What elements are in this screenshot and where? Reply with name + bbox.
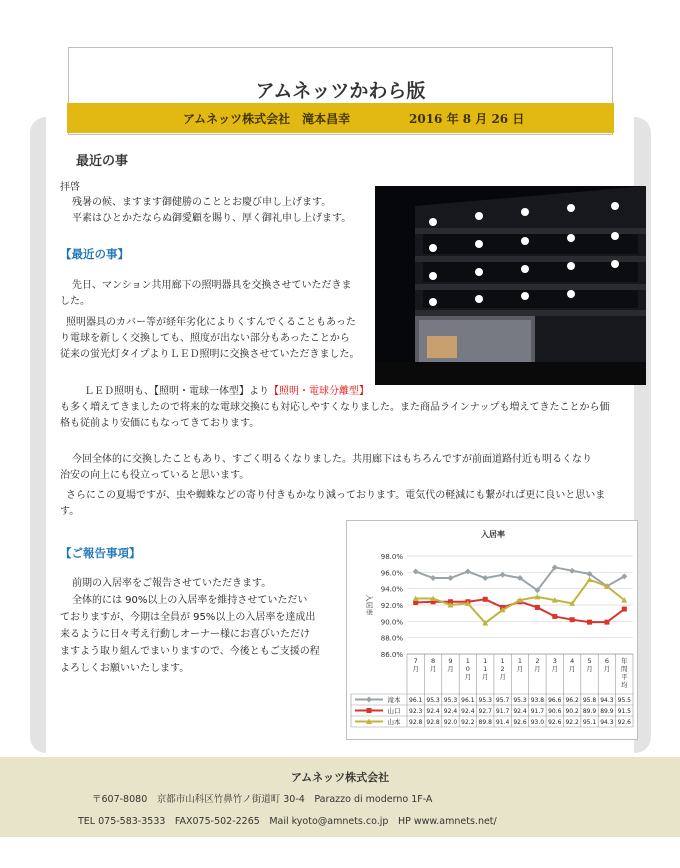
paragraph-line: 先日、マンション共用廊下の照明器具を交換させていただきま — [72, 280, 352, 291]
paragraph-line: す。 — [60, 506, 80, 517]
data-label: 95.1 — [582, 719, 597, 726]
x-tick-label: 5 — [587, 657, 592, 665]
x-tick-label: 4 — [570, 657, 575, 665]
report-line: ておりますが、今期は全員が 95%以上の入居率を達成出 — [60, 612, 316, 623]
data-point — [465, 569, 471, 575]
data-label: 92.6 — [548, 719, 562, 726]
x-tick-label: 0 — [465, 665, 470, 673]
y-tick-label: 86.0% — [380, 651, 403, 659]
y-tick-label: 92.0% — [380, 602, 403, 610]
x-tick-label: 3 — [552, 657, 557, 665]
data-label: 89.9 — [600, 708, 614, 715]
data-label: 95.5 — [617, 697, 631, 704]
building-photo-drawing — [375, 186, 646, 385]
legend-label: 滝本 — [387, 696, 401, 704]
footer-contact: TEL 075-583-3533 FAX075-502-2265 Mail kyoto@amnets.co.jp HP www.amnets.net/ — [78, 816, 497, 827]
building-photo — [375, 186, 646, 385]
data-point — [413, 569, 419, 575]
data-label: 92.8 — [426, 719, 440, 726]
data-label: 92.0 — [443, 719, 458, 726]
data-label: 93.0 — [530, 719, 545, 726]
footer — [0, 757, 680, 837]
data-label: 92.6 — [617, 719, 631, 726]
x-tick-label: 1 — [483, 657, 488, 665]
x-tick-label: 月 — [586, 665, 593, 673]
x-tick-label: 9 — [448, 657, 453, 665]
paragraph-line: さらにこの夏場ですが、虫や蜘蛛などの寄り付きもかなり減っております。電気代の軽減にも繋がれば更に良いと思いま — [66, 490, 606, 501]
data-label: 90.6 — [548, 708, 562, 715]
data-label: 95.8 — [582, 697, 597, 704]
chart-canvas — [347, 521, 639, 741]
data-point — [570, 617, 575, 622]
footer-company: アムネッツ株式会社 — [290, 771, 390, 784]
data-label: 92.8 — [409, 719, 423, 726]
x-tick-label: 月 — [412, 665, 419, 673]
header-band — [67, 103, 614, 133]
x-tick-label: 月 — [481, 673, 489, 681]
report-line: よろしくお願いいたします。 — [60, 663, 190, 674]
x-tick-label: 月 — [447, 665, 454, 673]
x-tick-label: 1 — [500, 657, 505, 665]
report-heading: 【ご報告事項】 — [60, 546, 141, 560]
author-line: アムネッツ株式会社 滝本昌幸 — [183, 112, 351, 126]
issue-date: 2016 年 8 月 26 日 — [409, 112, 525, 126]
section-title: 最近の事 — [76, 154, 129, 169]
y-tick-label: 98.0% — [380, 553, 403, 561]
data-label: 91.4 — [495, 719, 510, 726]
x-tick-label: 月 — [464, 673, 472, 681]
newsletter-title: アムネッツかわら版 — [255, 80, 426, 102]
x-tick-label: 年 — [621, 657, 628, 665]
paragraph-line: り電球を新しく交換しても、照度が出ない部分もあったことから — [60, 333, 350, 344]
data-label: 92.4 — [426, 708, 440, 715]
y-tick-label: 90.0% — [380, 618, 403, 627]
report-line: 全体的には 90%以上の入居率を維持させていただい — [72, 595, 308, 606]
paragraph-line — [84, 384, 369, 400]
x-tick-label: 月 — [603, 665, 611, 673]
paragraph-line: 従来の蛍光灯タイプよりＬＥＤ照明に交換させていただきました。 — [60, 349, 360, 360]
x-tick-label: 月 — [534, 665, 541, 673]
data-label: 89.8 — [478, 719, 492, 726]
data-label: 92.6 — [513, 719, 527, 726]
y-tick-label: 88.0% — [380, 634, 403, 643]
data-label: 92.7 — [478, 708, 492, 715]
data-label: 92.4 — [443, 708, 458, 715]
data-label: 96.1 — [461, 697, 475, 704]
data-label: 96.6 — [548, 697, 562, 704]
data-label: 96.2 — [565, 697, 579, 704]
data-label: 92.2 — [461, 719, 475, 726]
data-label: 95.7 — [495, 697, 510, 704]
occupancy-chart — [346, 520, 638, 740]
data-label: 91.7 — [495, 708, 510, 715]
chart-title: 入居率 — [481, 530, 505, 539]
data-point — [482, 575, 488, 581]
data-label: 92.4 — [513, 708, 527, 715]
data-label: 89.9 — [582, 708, 597, 715]
legend-marker — [367, 708, 372, 713]
data-label: 90.2 — [565, 708, 579, 715]
greeting-opening: 拝啓 — [60, 182, 80, 193]
data-point — [447, 575, 453, 581]
data-point — [569, 568, 575, 574]
greeting-line: 残暑の候、ますます御健勝のこととお慶び申し上げます。 — [72, 197, 332, 208]
x-tick-label: 月 — [516, 665, 524, 673]
y-axis-label: 入居率 — [365, 594, 373, 616]
footer-address: 〒607-8080 京都市山科区竹鼻竹ノ街道町 30-4 Parazzo di moderno 1F-A — [92, 794, 433, 805]
data-label: 96.1 — [409, 697, 423, 704]
report-line: 来るように日々考え行動しオーナー様にお喜びいただけ — [60, 629, 310, 640]
data-point — [535, 605, 540, 610]
x-tick-label: 6 — [604, 657, 609, 665]
data-label: 91.5 — [617, 708, 631, 715]
paragraph-line: 格も従前より安価にもなってきております。 — [60, 418, 260, 429]
x-tick-label: 均 — [621, 681, 628, 689]
data-label: 92.4 — [461, 708, 475, 715]
data-label: 95.3 — [513, 697, 527, 704]
legend-label: 山口 — [387, 707, 401, 715]
data-point — [483, 597, 488, 602]
highlight-text: 【照明・電球分離型】 — [269, 386, 369, 397]
x-tick-label: 1 — [465, 657, 470, 665]
data-label: 95.3 — [443, 697, 458, 704]
paragraph-line: 治安の向上にも役立っていると思います。 — [60, 470, 250, 481]
y-tick-label: 96.0% — [380, 569, 403, 578]
x-tick-label: 8 — [431, 657, 436, 665]
data-label: 94.3 — [600, 697, 614, 704]
report-line: 前期の入居率をご報告させていただきます。 — [72, 578, 272, 589]
x-tick-label: 2 — [500, 665, 505, 673]
x-tick-label: 平 — [621, 673, 628, 681]
paragraph-line: も多く増えてきましたので将来的な電球交換にも対応しやすくなりました。また商品ラインナップも増えてきたことから価 — [60, 402, 610, 413]
legend-label: 山本 — [387, 718, 401, 726]
x-tick-label: 月 — [499, 673, 506, 681]
greeting-line: 平素はひとかたならぬ御愛顧を賜り、厚く御礼申し上げます。 — [72, 213, 352, 224]
data-point — [500, 572, 506, 578]
data-point — [430, 575, 436, 581]
paragraph-line: 今回全体的に交換したこともあり、すごく明るくなりました。共用廊下はもちろんですが前面道路付近も明るくなり — [72, 454, 592, 465]
data-label: 94.3 — [600, 719, 614, 726]
paragraph-line: 照明器具のカバー等が経年劣化によりくすんでくることもあった — [66, 317, 356, 328]
data-point — [552, 614, 557, 619]
led-text: ＬＥＤ照明も、【照明・電球一体型】より — [84, 386, 269, 397]
legend-marker — [366, 697, 372, 703]
x-tick-label: 間 — [621, 665, 628, 673]
x-tick-label: 7 — [413, 657, 418, 665]
y-tick-label: 94.0% — [380, 585, 403, 594]
data-label: 92.3 — [409, 708, 423, 715]
x-tick-label: 月 — [551, 665, 559, 673]
x-tick-label: 1 — [483, 665, 488, 673]
recent-heading: 【最近の事】 — [60, 247, 129, 261]
data-label: 93.8 — [530, 697, 545, 704]
data-label: 95.3 — [478, 697, 492, 704]
x-tick-label: 2 — [535, 657, 540, 665]
data-label: 95.3 — [426, 697, 440, 704]
data-point — [622, 607, 627, 612]
data-point — [587, 620, 592, 625]
x-tick-label: 月 — [568, 665, 576, 673]
report-line: ますよう取り組んでまいりますので、今後ともご支援の程 — [60, 646, 320, 657]
data-point — [604, 620, 609, 625]
x-tick-label: 月 — [429, 665, 437, 673]
data-label: 91.7 — [530, 708, 545, 715]
x-tick-label: 1 — [517, 657, 523, 665]
data-label: 92.2 — [565, 719, 579, 726]
paragraph-line: した。 — [60, 296, 90, 307]
